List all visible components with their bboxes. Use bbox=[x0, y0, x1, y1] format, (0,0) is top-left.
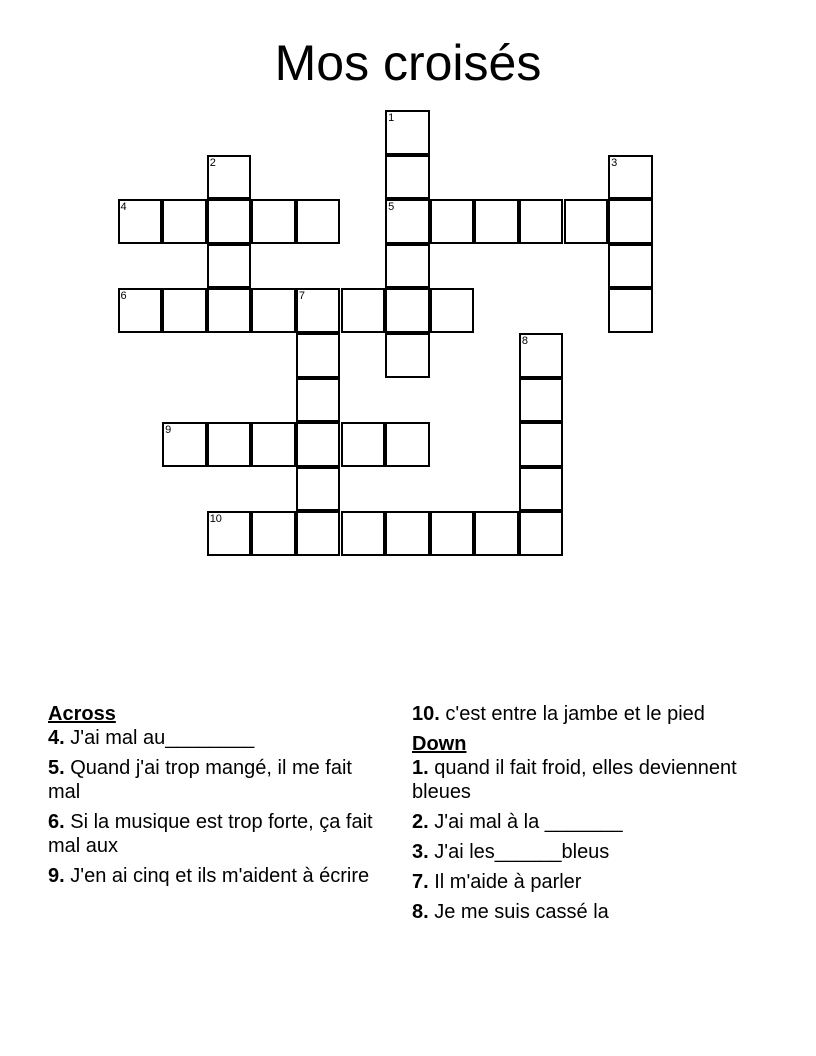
grid-cell[interactable] bbox=[608, 199, 653, 244]
clue-text: Il m'aide à parler bbox=[434, 871, 582, 893]
grid-cell[interactable] bbox=[162, 422, 207, 467]
grid-cell[interactable] bbox=[385, 110, 430, 155]
cell-number: 3 bbox=[611, 156, 618, 169]
clue-across-9 bbox=[48, 864, 378, 888]
page-title: Mos croisés bbox=[274, 35, 542, 91]
grid-cell[interactable] bbox=[385, 244, 430, 289]
grid-cell[interactable] bbox=[207, 511, 252, 556]
clue-across-4 bbox=[48, 726, 378, 750]
grid-cell[interactable] bbox=[385, 199, 430, 244]
grid-cell[interactable] bbox=[341, 288, 386, 333]
grid-cell[interactable] bbox=[341, 422, 386, 467]
clue-number: 5. bbox=[48, 757, 65, 779]
clue-across-10 bbox=[412, 702, 742, 726]
grid-cell[interactable] bbox=[207, 422, 252, 467]
grid-cell[interactable] bbox=[251, 199, 296, 244]
clue-text: Si la musique est trop forte, ça fait mal aux bbox=[48, 811, 373, 857]
grid-cell[interactable] bbox=[385, 288, 430, 333]
grid-cell[interactable] bbox=[207, 288, 252, 333]
clue-text: Quand j'ai trop mangé, il me fait mal bbox=[48, 757, 352, 803]
grid-cell[interactable] bbox=[118, 288, 163, 333]
clue-text: J'ai mal à la _______ bbox=[434, 811, 623, 833]
clue-down-8 bbox=[412, 900, 742, 924]
cell-number: 1 bbox=[388, 112, 395, 124]
grid-cell[interactable] bbox=[296, 422, 341, 467]
clue-number: 1. bbox=[412, 757, 429, 779]
grid-cell[interactable] bbox=[207, 244, 252, 289]
clue-text: c'est entre la jambe et le pied bbox=[445, 703, 705, 725]
grid-cell[interactable] bbox=[296, 467, 341, 512]
clue-text: J'en ai cinq et ils m'aident à écrire bbox=[70, 865, 370, 887]
clue-number: 6. bbox=[48, 811, 65, 833]
cell-number: 8 bbox=[521, 335, 529, 347]
grid-cell[interactable] bbox=[608, 244, 653, 289]
down-heading: Down bbox=[412, 733, 467, 755]
clue-text: J'ai les______bleus bbox=[434, 841, 610, 863]
cell-number: 4 bbox=[120, 201, 127, 214]
grid-cell[interactable] bbox=[519, 199, 564, 244]
cell-number: 9 bbox=[165, 424, 172, 437]
grid-cell[interactable] bbox=[385, 511, 430, 556]
cell-number: 7 bbox=[298, 290, 306, 303]
clues-right-column bbox=[412, 702, 742, 930]
grid-cell[interactable] bbox=[296, 511, 341, 556]
clue-number: 4. bbox=[48, 727, 65, 749]
grid-cell[interactable] bbox=[474, 199, 519, 244]
clue-text: quand il fait froid, elles deviennent bleues bbox=[412, 757, 737, 803]
grid-cell[interactable] bbox=[608, 288, 653, 333]
grid-cell[interactable] bbox=[118, 199, 163, 244]
grid-cell[interactable] bbox=[296, 378, 341, 423]
grid-cell[interactable] bbox=[430, 288, 475, 333]
grid-cell[interactable] bbox=[519, 422, 564, 467]
cell-number: 6 bbox=[120, 290, 127, 303]
cell-number: 2 bbox=[209, 156, 216, 169]
clue-number: 8. bbox=[412, 901, 429, 923]
clue-number: 9. bbox=[48, 865, 65, 887]
grid-cell[interactable] bbox=[519, 511, 564, 556]
grid-cell[interactable] bbox=[162, 199, 207, 244]
across-heading: Across bbox=[48, 703, 116, 725]
grid-cell[interactable] bbox=[296, 333, 341, 378]
clue-number: 7. bbox=[412, 871, 429, 893]
grid-cell[interactable] bbox=[385, 155, 430, 200]
clue-number: 10. bbox=[412, 703, 440, 725]
grid-cell[interactable] bbox=[207, 155, 252, 200]
clue-number: 3. bbox=[412, 841, 429, 863]
grid-cell[interactable] bbox=[162, 288, 207, 333]
grid-cell[interactable] bbox=[430, 511, 475, 556]
grid-cell[interactable] bbox=[430, 199, 475, 244]
clue-down-1 bbox=[412, 756, 742, 804]
grid-cell[interactable] bbox=[385, 422, 430, 467]
cell-number: 5 bbox=[388, 201, 395, 214]
clue-text: J'ai mal au________ bbox=[70, 727, 255, 749]
grid-cell[interactable] bbox=[251, 288, 296, 333]
clue-down-3 bbox=[412, 840, 742, 864]
grid-cell[interactable] bbox=[251, 511, 296, 556]
grid-cell[interactable] bbox=[385, 333, 430, 378]
clue-text: Je me suis cassé la bbox=[434, 901, 609, 923]
clue-across-6 bbox=[48, 810, 378, 858]
grid-cell[interactable] bbox=[296, 199, 341, 244]
clues-left-column bbox=[48, 702, 378, 894]
clue-down-2 bbox=[412, 810, 742, 834]
grid-cell[interactable] bbox=[474, 511, 519, 556]
cell-number: 10 bbox=[209, 513, 222, 526]
clue-across-5 bbox=[48, 756, 378, 804]
grid-cell[interactable] bbox=[519, 378, 564, 423]
grid-cell[interactable] bbox=[519, 467, 564, 512]
grid-cell[interactable] bbox=[519, 333, 564, 378]
grid-cell[interactable] bbox=[296, 288, 341, 333]
clue-down-7 bbox=[412, 870, 742, 894]
grid-cell[interactable] bbox=[251, 422, 296, 467]
clue-number: 2. bbox=[412, 811, 429, 833]
grid-cell[interactable] bbox=[608, 155, 653, 200]
grid-cell[interactable] bbox=[564, 199, 609, 244]
grid-cell[interactable] bbox=[341, 511, 386, 556]
grid-cell[interactable] bbox=[207, 199, 252, 244]
